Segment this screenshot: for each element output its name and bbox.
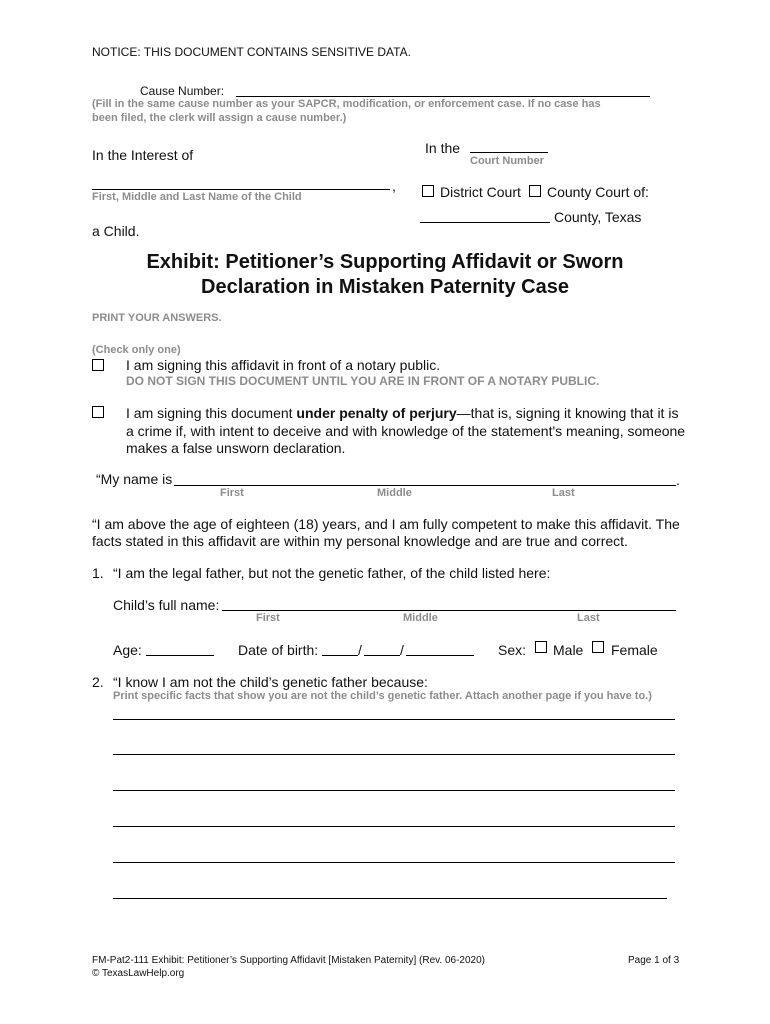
competency-statement-line2: facts stated in this affidavit are within my personal knowledge and are true and correct. [92,533,628,549]
footer-page-number: Page 1 of 3 [628,955,680,966]
document-title-line2: Declaration in Mistaken Paternity Case [201,276,569,298]
county-name-field[interactable] [420,222,550,223]
my-name-first-hint: First [220,487,244,499]
court-number-field[interactable] [470,152,548,153]
cause-number-field[interactable] [236,96,650,97]
dob-slash-1: / [358,642,362,658]
in-the-interest-of-label: In the Interest of [92,147,194,163]
dob-slash-2: / [400,642,404,658]
reason-line-2[interactable] [113,754,675,755]
perjury-text-pre: I am signing this document [126,405,297,421]
child-last-hint: Last [577,612,600,624]
court-number-hint: Court Number [470,155,544,167]
child-name-hint: First, Middle and Last Name of the Child [92,191,302,203]
notary-warning: DO NOT SIGN THIS DOCUMENT UNTIL YOU ARE IN FRONT OF A NOTARY PUBLIC. [126,374,600,388]
dob-label: Date of birth: [238,642,319,658]
dob-year-field[interactable] [406,655,474,656]
male-label: Male [553,642,584,658]
footer-form-id: FM-Pat2-111 Exhibit: Petitioner’s Supporting Affidavit [Mistaken Paternity] (Rev. 06-2020) [92,955,485,966]
age-field[interactable] [146,655,214,656]
sex-label: Sex: [498,642,527,658]
document-title [0,250,770,300]
sensitive-data-notice: NOTICE: THIS DOCUMENT CONTAINS SENSITIVE DATA. [92,45,411,59]
competency-statement-line1: “I am above the age of eighteen (18) years, and I am fully competent to make this affidavit. The [92,516,680,532]
item2-hint: Print specific facts that show you are not the child’s genetic father. Attach another page if you have to.) [113,690,652,702]
county-court-checkbox[interactable] [529,185,541,197]
reason-line-1[interactable] [113,719,675,720]
perjury-checkbox[interactable] [92,406,104,418]
footer-copyright: © TexasLawHelp.org [92,968,185,979]
check-only-one-instruction: (Check only one) [92,344,181,356]
male-checkbox[interactable] [535,641,547,653]
perjury-option-line3: makes a false unsworn declaration. [126,440,346,456]
dob-day-field[interactable] [364,655,400,656]
item2-text: “I know I am not the child’s genetic father because: [113,674,428,690]
a-child-label: a Child. [92,223,140,239]
perjury-text-post: —that is, signing it knowing that it is [456,405,679,421]
district-court-checkbox[interactable] [422,185,434,197]
child-name-field[interactable] [92,189,390,190]
perjury-option-line1 [126,405,678,421]
my-name-field[interactable] [174,485,676,486]
child-first-hint: First [256,612,280,624]
age-label: Age: [113,642,142,658]
my-name-period: . [676,472,680,488]
item1-number: 1. [92,565,104,581]
cause-instructions-line1: (Fill in the same cause number as your SAPCR, modification, or enforcement case. If no case has [92,98,601,110]
document-title-line1: Exhibit: Petitioner’s Supporting Affidavit or Sworn [146,251,624,273]
perjury-option-line2: a crime if, with intent to deceive and with knowledge of the statement's meaning, someone [126,423,686,439]
cause-instructions-line2: been filed, the clerk will assign a cause number.) [92,112,347,124]
item1-text: “I am the legal father, but not the genetic father, of the child listed here: [113,565,551,581]
reason-line-5[interactable] [113,862,675,863]
dob-month-field[interactable] [322,655,358,656]
perjury-text-bold: under penalty of perjury [296,405,457,421]
notary-checkbox[interactable] [92,359,104,371]
reason-line-4[interactable] [113,826,675,827]
item2-number: 2. [92,674,104,690]
reason-line-3[interactable] [113,790,675,791]
district-court-label: District Court [440,184,521,200]
female-checkbox[interactable] [592,641,604,653]
my-name-last-hint: Last [552,487,575,499]
cause-number-label: Cause Number: [140,84,225,98]
female-label: Female [611,642,658,658]
county-court-label: County Court of: [547,184,649,200]
caption-comma: , [392,178,396,194]
child-full-name-field[interactable] [222,610,676,611]
print-answers-instruction: PRINT YOUR ANSWERS. [92,312,222,324]
my-name-is-label: “My name is [96,471,173,487]
reason-line-6[interactable] [113,898,667,899]
child-full-name-label: Child’s full name: [113,597,220,613]
county-texas-label: County, Texas [554,209,642,225]
child-middle-hint: Middle [403,612,438,624]
in-the-label: In the [425,140,461,156]
notary-option-label: I am signing this affidavit in front of a notary public. [126,357,441,373]
my-name-middle-hint: Middle [377,487,412,499]
